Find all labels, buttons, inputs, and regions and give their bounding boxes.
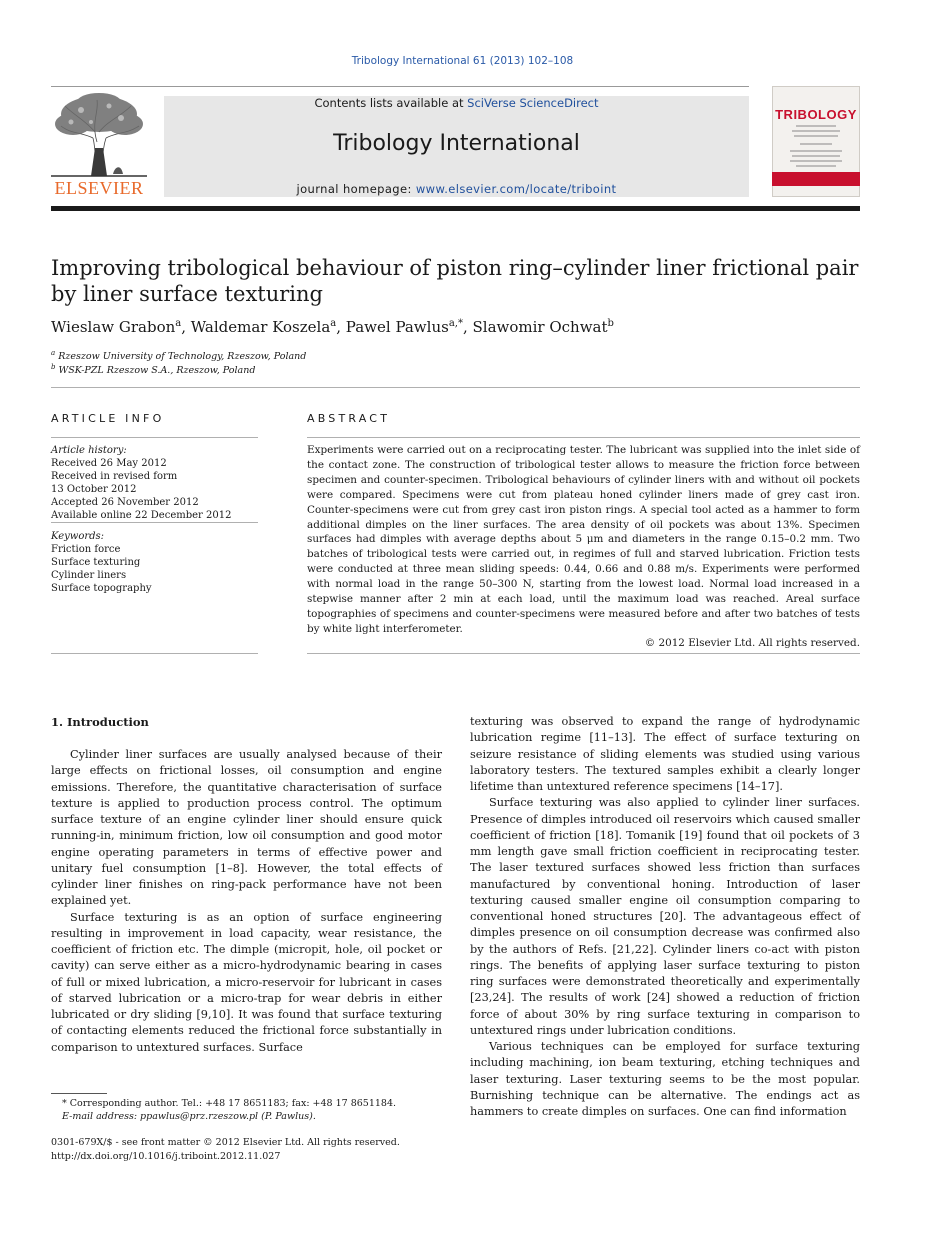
author-affiliation-mark: a <box>175 318 182 329</box>
info-divider <box>51 653 258 654</box>
journal-title: Tribology International <box>333 131 580 156</box>
author-name[interactable]: Waldemar Koszela <box>190 318 331 336</box>
body-column-left <box>51 747 442 1056</box>
info-divider <box>51 437 258 438</box>
body-paragraph: Surface texturing is as an option of surface engineering resulting in improvement in load capacity, wear resistance, the coefficient of friction etc. The dimple (micropit, hole, oil pocket or cavity) can serve either as a micro-hydrodynamic bearing in cases of full or mixed lubrication, a micro-reservoir for lubricant in cases of starved lubrication or a micro-trap for wear debris in either lubricated or dry sliding [9,10]. It was found that surface texturing of contacting elements reduced the frictional force substantially in comparison to untextured surfaces. Surface <box>51 910 442 1054</box>
author-name[interactable]: Pawel Pawlus <box>345 318 449 336</box>
keyword[interactable]: Surface texturing <box>51 557 141 568</box>
affiliation <box>51 349 306 362</box>
history-item: Accepted 26 November 2012 <box>51 497 199 508</box>
doi-link[interactable]: http://dx.doi.org/10.1016/j.triboint.2012.11.027 <box>51 1150 281 1162</box>
abstract-divider <box>307 437 860 438</box>
elsevier-tree-logo-icon <box>51 92 147 178</box>
author-name[interactable]: Wieslaw Grabon <box>51 318 176 336</box>
title-divider <box>51 387 860 388</box>
body-column-right <box>470 714 860 1120</box>
corresponding-author-note: * Corresponding author. Tel.: +48 17 8651183; fax: +48 17 8651184. <box>62 1098 397 1109</box>
abstract-heading: ABSTRACT <box>307 412 391 425</box>
history-item: Received 26 May 2012 <box>51 458 167 469</box>
contents-line <box>164 96 749 110</box>
footnote <box>51 1097 396 1123</box>
body-paragraph: texturing was observed to expand the range of hydrodynamic lubrication regime [11–13]. The effect of surface texturing on seizure resistance of sliding elements was studied using various laboratory testers. The textured samples exhibit a clearly longer lifetime than untextured reference specimens [14–17]. <box>470 715 860 793</box>
history-item: Received in revised form <box>51 471 178 482</box>
section-heading: 1. Introduction <box>51 715 149 729</box>
keyword[interactable]: Cylinder liners <box>51 570 127 581</box>
copyright-notice: © 2012 Elsevier Ltd. All rights reserved. <box>644 637 860 649</box>
abstract-text: Experiments were carried out on a reciprocating tester. The lubricant was supplied into the inlet side of the contact zone. The construction of tribological tester allows to measure the friction force between specimen and counter-specimen. Tribological behaviours of cylinder liners with and without oil pockets were compared. Specimens were cut from plateau honed cylinder liners made of grey cast iron. Counter-specimens were cut from grey cast iron piston rings. A special tool acted as a hammer to form additional dimples on the liner surfaces. The area density of oil pockets was about 13%. Specimen surfaces had dimples with average depths about 5 μm and diameters in the range 0.15–0.2 mm. Two batches of tribological tests were carried out, in regimes of full and starved lubrication. Friction tests were conducted at three mean sliding speeds: 0.44, 0.66 and 0.88 m/s. Experiments were performed with normal load in the range 50–300 N, starting from the lowest load. Normal load increased in a stepwise manner after 2 min at each load, until the maximum load was reached. Areal surface topographies of specimens and counter-specimens were measured before and after two batches of tests by white light interferometer. <box>307 444 860 635</box>
author-list: Wieslaw Grabon$^a$, Waldemar Koszela$^a$, Pawel Pawlus$^{a,*}$, Slawomir Ochwat$^b$ <box>51 318 614 336</box>
header-thick-rule <box>51 206 860 211</box>
history-item: Available online 22 December 2012 <box>51 510 232 521</box>
article-title: Improving tribological behaviour of piston ring–cylinder liner frictional pair by liner surface texturing <box>51 256 859 306</box>
affiliation-mark: b <box>51 363 56 371</box>
body-paragraph: Various techniques can be employed for surface texturing including machining, ion beam texturing, etching techniques and laser texturing. Laser texturing seems to be the most popular. Burnishing technique can be alternative. The endings act as hammers to create dimples on surfaces. One can find information <box>470 1040 860 1118</box>
affiliation-mark: a <box>51 349 56 357</box>
author-affiliation-mark: a,* <box>448 318 463 329</box>
author-affiliation-mark: a <box>330 318 337 329</box>
homepage-prefix: journal homepage: <box>296 182 416 196</box>
author-affiliation-mark: b <box>607 318 614 329</box>
history-item: 13 October 2012 <box>51 484 137 495</box>
cover-text-lines-icon <box>786 124 846 168</box>
cover-red-band <box>772 172 860 186</box>
abstract-divider <box>307 653 860 654</box>
article-info-heading: ARTICLE INFO <box>51 412 165 425</box>
journal-homepage-link[interactable]: www.elsevier.com/locate/triboint <box>415 182 617 196</box>
homepage-line <box>164 182 749 196</box>
elsevier-logo-text: ELSEVIER <box>54 178 144 198</box>
contents-prefix: Contents lists available at <box>314 96 468 110</box>
journal-reference[interactable]: Tribology International 61 (2013) 102–108 <box>351 55 574 67</box>
keyword[interactable]: Friction force <box>51 544 121 555</box>
body-paragraph: Cylinder liner surfaces are usually analysed because of their large effects on frictional losses, oil consumption and engine emissions. Therefore, the quantitative characterisation of surface texture is applied to production process control. The optimum surface texture of an engine cylinder liner should ensure quick running-in, minimum friction, low oil consumption and good motor engine operating parameters in terms of effective power and unitary fuel consumption [1–8]. However, the total effects of cylinder liner finishes on ring-pack performance have not been explained yet. <box>51 748 442 908</box>
author-name[interactable]: Slawomir Ochwat <box>472 318 608 336</box>
affiliation-text: Rzeszow University of Technology, Rzeszow, Poland <box>58 351 307 363</box>
affiliation <box>51 363 255 376</box>
keywords-label: Keywords: <box>51 531 105 542</box>
footnote-divider <box>51 1093 107 1094</box>
sciencedirect-link[interactable]: SciVerse ScienceDirect <box>467 96 599 110</box>
info-divider <box>51 522 258 523</box>
header-divider <box>51 86 749 87</box>
email-note[interactable]: E-mail address: ppawlus@prz.rzeszow.pl (P. Pawlus). <box>62 1111 316 1122</box>
keyword[interactable]: Surface topography <box>51 583 152 594</box>
body-paragraph: Surface texturing was also applied to cylinder liner surfaces. Presence of dimples introduced oil reservoirs which caused smaller coefficient of friction [18]. Tomanik [19] found that oil pockets of 3 mm length gave small friction coefficient in reciprocating tester. The laser textured surfaces showed less friction than surfaces manufactured by conventional honing. Introduction of laser texturing caused smaller engine oil consumption comparing to conventional honed structures [20]. The advantageous effect of dimples presence on oil consumption decrease was confirmed also by the authors of Refs. [21,22]. Cylinder liners co-act with piston rings. The benefits of applying laser surface texturing to piston ring surfaces were demonstrated theoretically and experimentally [23,24]. The results of work [24] showed a reduction of friction force of about 30% by ring surface texturing in comparison to untextured rings under lubrication conditions. <box>470 796 860 1037</box>
history-label: Article history: <box>51 445 127 456</box>
issn-line: 0301-679X/$ - see front matter © 2012 Elsevier Ltd. All rights reserved. <box>51 1137 400 1148</box>
cover-title: TRIBOLOGY <box>775 107 857 122</box>
affiliation-text: WSK-PZL Rzeszow S.A., Rzeszow, Poland <box>58 365 256 377</box>
issn-block <box>51 1136 400 1163</box>
